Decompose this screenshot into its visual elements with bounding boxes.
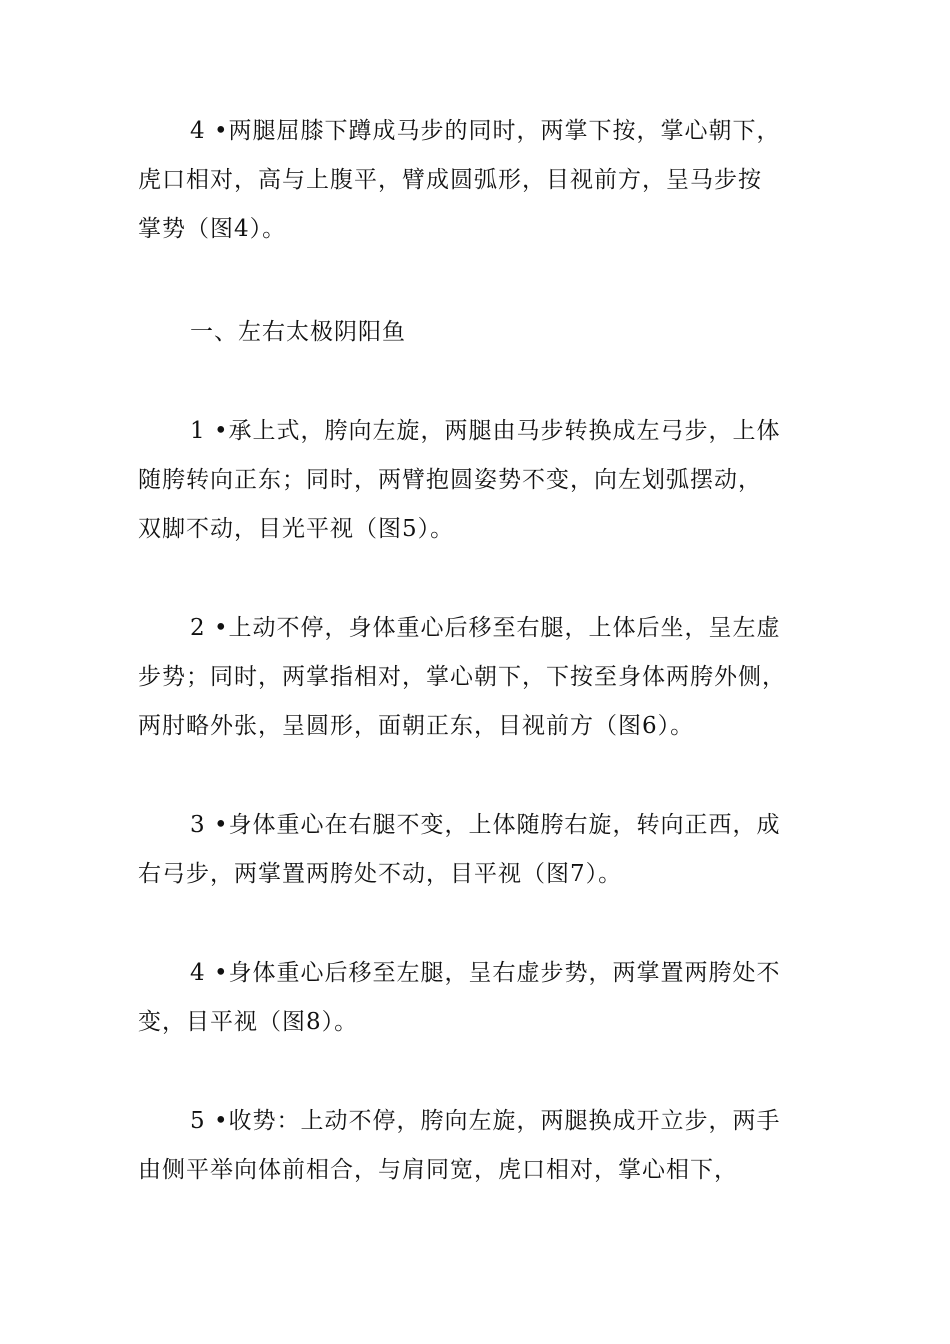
paragraph-step-5-closing bbox=[138, 1097, 838, 1195]
text-line: 2 •上动不停，身体重心后移至右腿，上体后坐，呈左虚 bbox=[190, 615, 781, 641]
text-line: 1 •承上式，胯向左旋，两腿由马步转换成左弓步，上体 bbox=[190, 418, 781, 444]
text-line: 右弓步，两掌置两胯处不动，目平视（图7）。 bbox=[138, 861, 623, 887]
section-heading bbox=[138, 308, 838, 357]
text-line: 掌势（图4）。 bbox=[138, 216, 287, 242]
text-line: 步势；同时，两掌指相对，掌心朝下，下按至身体两胯外侧， bbox=[138, 664, 786, 690]
paragraph-step-1 bbox=[138, 407, 838, 554]
text-line: 随胯转向正东；同时，两臂抱圆姿势不变，向左划弧摆动， bbox=[138, 467, 762, 493]
text-line: 由侧平举向体前相合，与肩同宽，虎口相对，掌心相下， bbox=[138, 1157, 738, 1183]
text-line: 双脚不动，目光平视（图5）。 bbox=[138, 516, 455, 542]
text-line: 虎口相对，高与上腹平，臂成圆弧形，目视前方，呈马步按 bbox=[138, 167, 762, 193]
text-line: 4 •两腿屈膝下蹲成马步的同时，两掌下按，掌心朝下， bbox=[190, 118, 781, 144]
text-line: 3 •身体重心在右腿不变，上体随胯右旋，转向正西，成 bbox=[190, 812, 781, 838]
paragraph-step-3 bbox=[138, 801, 838, 899]
text-line: 两肘略外张，呈圆形，面朝正东，目视前方（图6）。 bbox=[138, 713, 695, 739]
paragraph-step-2 bbox=[138, 604, 838, 751]
text-line: 变，目平视（图8）。 bbox=[138, 1009, 359, 1035]
text-line: 5 •收势：上动不停，胯向左旋，两腿换成开立步，两手 bbox=[190, 1108, 781, 1134]
paragraph-step-4-horse-stance bbox=[138, 107, 838, 254]
paragraph-step-4 bbox=[138, 949, 838, 1047]
text-line: 4 •身体重心后移至左腿，呈右虚步势，两掌置两胯处不 bbox=[190, 960, 781, 986]
heading-text: 一、左右太极阴阳鱼 bbox=[190, 319, 406, 345]
